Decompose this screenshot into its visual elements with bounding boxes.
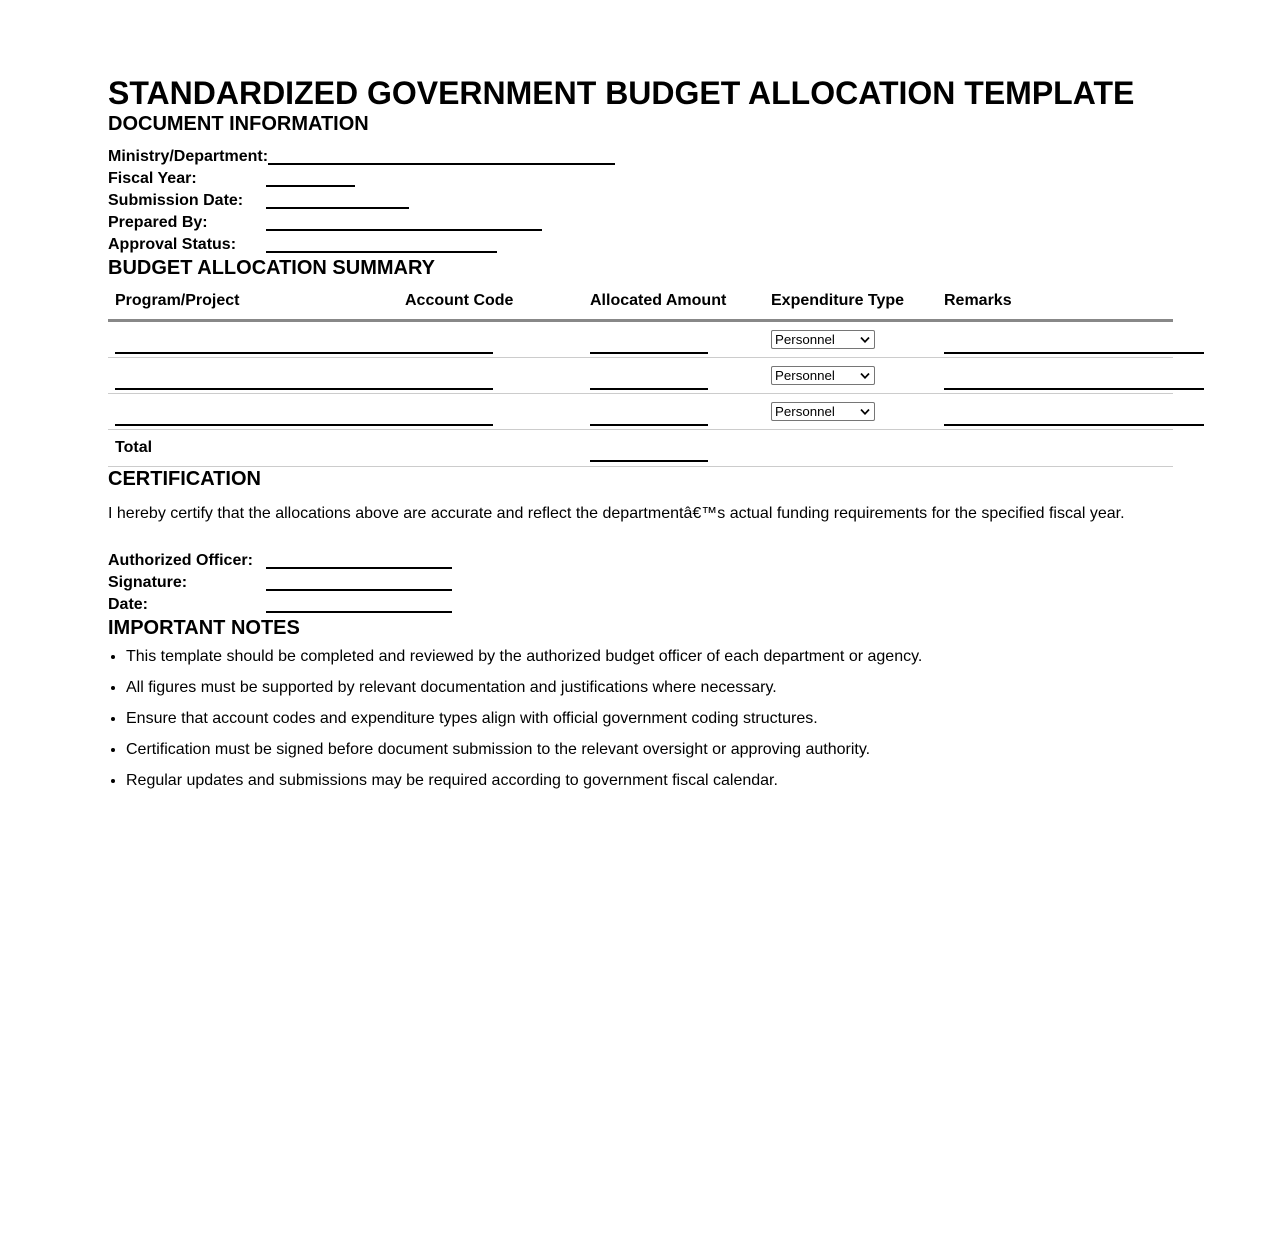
expenditure-type-select[interactable] <box>771 402 875 421</box>
field-row-signature <box>108 572 1173 594</box>
allocated-amount-blank-line <box>590 335 708 354</box>
field-row-prepared-by <box>108 212 1173 234</box>
fiscal-year-label: Fiscal Year: <box>108 170 197 188</box>
column-header-remarks: Remarks <box>944 292 1012 310</box>
submission-date-label: Submission Date: <box>108 192 244 210</box>
authorized-officer-label: Authorized Officer: <box>108 552 253 570</box>
budget-allocation-summary-heading: BUDGET ALLOCATION SUMMARY <box>108 257 436 280</box>
fiscal-year-blank-line <box>266 168 355 187</box>
column-header-allocated-amount: Allocated Amount <box>590 292 727 310</box>
field-row-approval-status <box>108 234 1173 256</box>
total-label: Total <box>115 439 153 457</box>
document-information-fields <box>108 146 1173 256</box>
certification-heading: CERTIFICATION <box>108 468 261 491</box>
note-item: • Certification must be signed before document submission to the relevant oversight or approving authority. <box>126 739 1173 760</box>
program-project-blank-line <box>115 407 493 426</box>
total-amount-blank-line <box>590 443 708 462</box>
date-blank-line <box>266 594 452 613</box>
table-row <box>108 358 1173 394</box>
program-project-blank-line <box>115 335 493 354</box>
authorized-officer-blank-line <box>266 550 452 569</box>
expenditure-type-select[interactable] <box>771 330 875 349</box>
table-row <box>108 322 1173 358</box>
submission-date-blank-line <box>266 190 409 209</box>
document-information-heading: DOCUMENT INFORMATION <box>108 113 369 136</box>
prepared-by-blank-line <box>266 212 542 231</box>
field-row-authorized-officer <box>108 550 1173 572</box>
important-notes-list <box>108 646 1173 791</box>
page-title: STANDARDIZED GOVERNMENT BUDGET ALLOCATION TEMPLATE <box>108 75 1135 111</box>
prepared-by-label: Prepared By: <box>108 214 208 232</box>
remarks-blank-line <box>944 371 1204 390</box>
certification-statement: I hereby certify that the allocations above are accurate and reflect the departmentâ€™s actual funding requirements for the specified fiscal year. <box>108 505 1125 523</box>
field-row-ministry-department <box>108 146 1173 168</box>
approval-status-label: Approval Status: <box>108 236 237 254</box>
important-notes-heading: IMPORTANT NOTES <box>108 617 300 640</box>
note-item: • Ensure that account codes and expenditure types align with official government coding structures. <box>126 708 1173 729</box>
table-total-row <box>108 430 1173 467</box>
ministry-department-blank-line <box>268 146 615 165</box>
allocated-amount-blank-line <box>590 371 708 390</box>
date-label: Date: <box>108 596 149 614</box>
table-header-row <box>108 292 1173 322</box>
field-row-fiscal-year <box>108 168 1173 190</box>
column-header-expenditure-type: Expenditure Type <box>771 292 905 310</box>
table-row <box>108 394 1173 430</box>
approval-status-blank-line <box>266 234 497 253</box>
column-header-account-code: Account Code <box>405 292 514 310</box>
field-row-date <box>108 594 1173 616</box>
remarks-blank-line <box>944 407 1204 426</box>
field-row-submission-date <box>108 190 1173 212</box>
allocated-amount-blank-line <box>590 407 708 426</box>
certification-fields <box>108 550 1173 616</box>
ministry-department-label: Ministry/Department: <box>108 148 269 166</box>
note-item: • This template should be completed and reviewed by the authorized budget officer of each department or agency. <box>126 646 1173 667</box>
signature-blank-line <box>266 572 452 591</box>
note-item: • All figures must be supported by relevant documentation and justifications where necessary. <box>126 677 1173 698</box>
remarks-blank-line <box>944 335 1204 354</box>
expenditure-type-select[interactable] <box>771 366 875 385</box>
column-header-program-project: Program/Project <box>115 292 240 310</box>
budget-summary-table <box>108 292 1173 467</box>
note-item: • Regular updates and submissions may be required according to government fiscal calendar. <box>126 770 1173 791</box>
program-project-blank-line <box>115 371 493 390</box>
signature-label: Signature: <box>108 574 188 592</box>
